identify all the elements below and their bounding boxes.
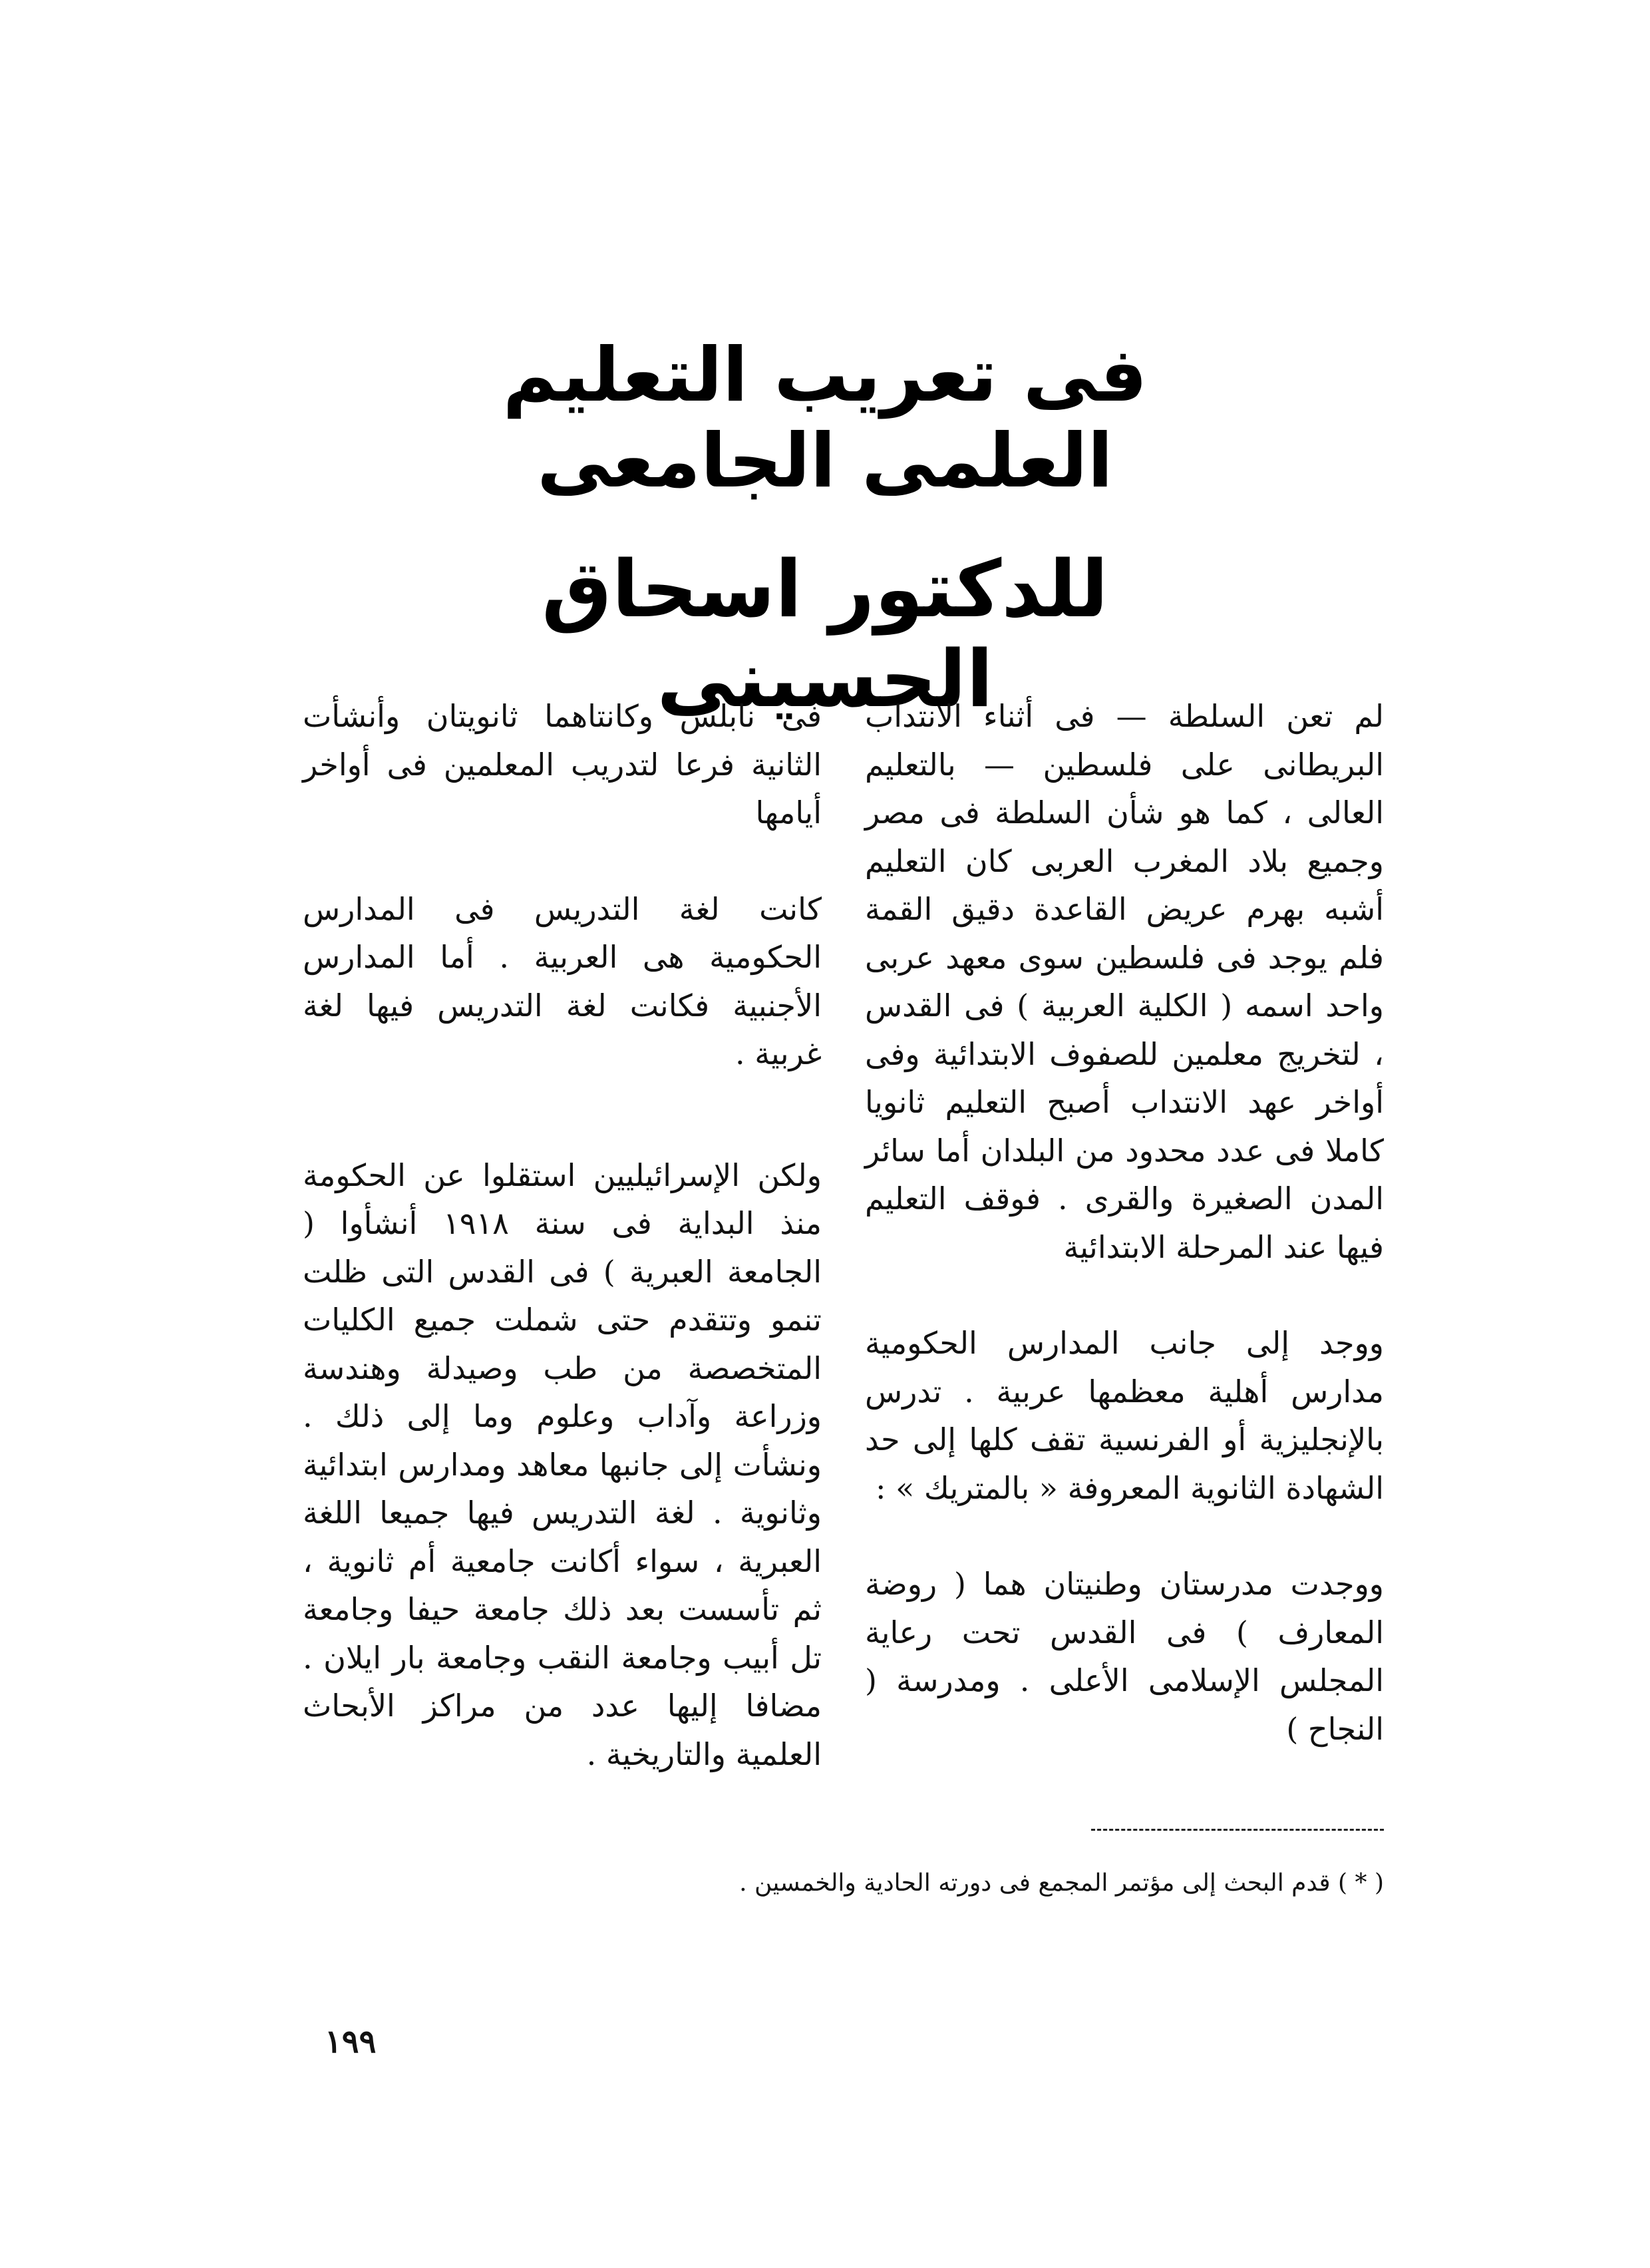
author-line: للدكتور اسحاق الحسينى [542, 542, 1108, 725]
paragraph: فى نابلس وكانتاهما ثانويتان وأنشأت الثانية فرعا لتدريب المعلمين فى أواخر أيامها [303, 698, 822, 831]
article-title [466, 333, 1184, 725]
page-number: ١٩٩ [325, 2023, 377, 2060]
right-text-column [865, 692, 1384, 1753]
paragraph: كانت لغة التدريس فى المدارس الحكومية هى العربية . أما المدارس الأجنبية فكانت لغة التدريس فيها لغة غربية . [303, 890, 822, 1071]
paragraph: ووجد إلى جانب المدارس الحكومية مدارس أهلية معظمها عربية . تدرس بالإنجليزية أو الفرنسية تقف كلها إلى حد الشهادة الثانوية المعروفة « بالمتريك » : [865, 1325, 1384, 1506]
left-text-column [303, 692, 822, 1778]
title-line-1: فى تعريب التعليم العلمى الجامعى [502, 332, 1148, 504]
paragraph: ولكن الإسرائيليين استقلوا عن الحكومة منذ البداية فى سنة ١٩١٨ أنشأوا ( الجامعة العبرية ) فى القدس التى ظلت تنمو وتتقدم حتى شملت جميع الكليات المتخصصة من طب وصيدلة وهندسة وزراعة وآداب وعلوم وما إلى ذلك . ونشأت إلى جانبها معاهد ومدارس ابتدائية وثانوية . لغة التدريس فيها جميعا اللغة العبرية ، سواء أكانت جامعية أم ثانوية ، ثم تأسست بعد ذلك جامعة حيفا وجامعة تل أبيب وجامعة النقب وجامعة بار ايلان . مضافا إليها عدد من مراكز الأبحاث العلمية والتاريخية . [303, 1157, 822, 1772]
paragraph: ووجدت مدرستان وطنيتان هما ( روضة المعارف ) فى القدس تحت رعاية المجلس الإسلامى الأعلى . ومدرسة ( النجاح ) [865, 1566, 1384, 1747]
paragraph: لم تعن السلطة — فى أثناء الانتداب البريطانى على فلسطين — بالتعليم العالى ، كما هو شأن السلطة فى مصر وجميع بلاد المغرب العربى كان التعليم أشبه بهرم عريض القاعدة دقيق القمة فلم يوجد فى فلسطين سوى معهد عربى واحد اسمه ( الكلية العربية ) فى القدس ، لتخريج معلمين للصفوف الابتدائية وفى أواخر عهد الانتداب أصبح التعليم ثانويا كاملا فى عدد محدود من البلدان أما سائر المدن الصغيرة والقرى . فوقف التعليم فيها عند المرحلة الابتدائية [865, 698, 1384, 1265]
footnote: ( * ) قدم البحث إلى مؤتمر المجمع فى دورته الحادية والخمسين . [739, 1869, 1384, 1897]
footnote-divider [1091, 1829, 1384, 1831]
